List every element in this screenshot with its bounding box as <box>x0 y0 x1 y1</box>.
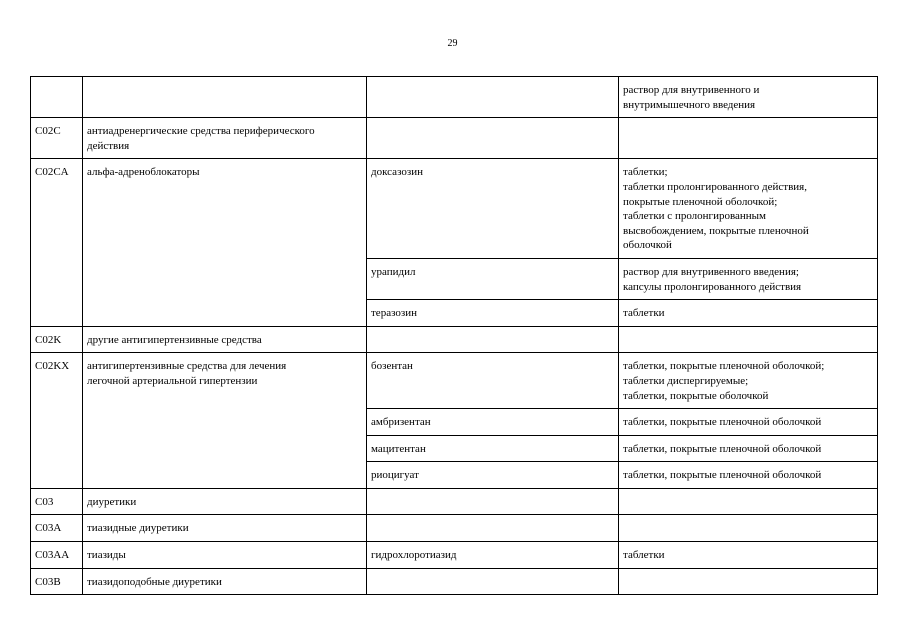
table-row <box>31 515 878 542</box>
drug-name-cell <box>367 488 619 515</box>
drug-name-cell: урапидил <box>367 258 619 299</box>
dosage-form-cell <box>619 409 878 436</box>
dosage-form-cell <box>619 353 878 409</box>
atc-code-cell: C02C <box>31 118 83 159</box>
dosage-form-cell <box>619 542 878 569</box>
table-row <box>31 353 878 409</box>
drug-name-cell: гидрохлоротиазид <box>367 542 619 569</box>
group-name-line: антиадренергические средства периферического <box>87 125 315 138</box>
group-name-cell <box>83 77 367 118</box>
group-name-cell <box>83 488 367 515</box>
table-row <box>31 568 878 595</box>
drug-name-cell <box>367 568 619 595</box>
dosage-form-line: таблетки, покрытые пленочной оболочкой <box>623 442 822 455</box>
dosage-form-line: таблетки пролонгированного действия, <box>623 180 807 193</box>
group-name-cell <box>83 159 367 326</box>
dosage-form-line: таблетки с пролонгированным <box>623 210 767 223</box>
dosage-form-cell <box>619 515 878 542</box>
dosage-form-line: таблетки, покрытые пленочной оболочкой; <box>623 360 825 373</box>
group-name-cell <box>83 326 367 353</box>
group-name-line: диуретики <box>87 495 137 508</box>
group-name-line: действия <box>87 139 130 152</box>
atc-code-cell: C03AA <box>31 542 83 569</box>
drug-name-cell: мацитентан <box>367 435 619 462</box>
dosage-form-line: раствор для внутривенного введения; <box>623 265 799 278</box>
table-row <box>31 118 878 159</box>
group-name-line: альфа-адреноблокаторы <box>87 166 200 179</box>
table-row <box>31 542 878 569</box>
page-number: 29 <box>447 38 458 49</box>
dosage-form-line: оболочкой <box>623 239 672 252</box>
drug-name-cell: доксазозин <box>367 159 619 259</box>
group-name-line: антигипертензивные средства для лечения <box>87 360 287 373</box>
drug-name-cell <box>367 77 619 118</box>
table-row <box>31 488 878 515</box>
drug-name-cell: амбризентан <box>367 409 619 436</box>
dosage-form-line: внутримышечного введения <box>623 98 756 111</box>
group-name-line: тиазидоподобные диуретики <box>87 575 222 588</box>
table-row <box>31 326 878 353</box>
group-name-cell <box>83 515 367 542</box>
atc-code-cell: C03B <box>31 568 83 595</box>
drug-name-cell: риоцигуат <box>367 462 619 489</box>
dosage-form-line: раствор для внутривенного и <box>623 84 760 96</box>
atc-code-cell: C03 <box>31 488 83 515</box>
dosage-form-cell <box>619 300 878 327</box>
dosage-form-line: таблетки <box>623 307 665 320</box>
dosage-form-line: таблетки; <box>623 166 668 179</box>
dosage-form-line: таблетки, покрытые оболочкой <box>623 389 769 402</box>
group-name-cell <box>83 542 367 569</box>
dosage-form-cell <box>619 159 878 259</box>
dosage-form-line: высвобождением, покрытые пленочной <box>623 224 809 237</box>
dosage-form-line: таблетки, покрытые пленочной оболочкой <box>623 469 822 482</box>
dosage-form-line: капсулы пролонгированного действия <box>623 280 802 293</box>
dosage-form-cell <box>619 488 878 515</box>
group-name-cell <box>83 568 367 595</box>
atc-code-cell: C02CA <box>31 159 83 326</box>
atc-code-cell: C03A <box>31 515 83 542</box>
drug-name-cell <box>367 515 619 542</box>
dosage-form-cell <box>619 435 878 462</box>
group-name-cell <box>83 353 367 489</box>
atc-code-cell <box>31 77 83 118</box>
dosage-form-line: покрытые пленочной оболочкой; <box>623 195 778 208</box>
group-name-cell <box>83 118 367 159</box>
drug-name-cell <box>367 326 619 353</box>
dosage-form-line: таблетки диспергируемые; <box>623 374 749 387</box>
drug-name-cell <box>367 118 619 159</box>
atc-code-cell: C02KX <box>31 353 83 489</box>
drug-table <box>30 76 878 595</box>
group-name-line: тиазидные диуретики <box>87 522 189 535</box>
dosage-form-line: таблетки, покрытые пленочной оболочкой <box>623 416 822 429</box>
group-name-line: другие антигипертензивные средства <box>87 333 262 346</box>
group-name-line: легочной артериальной гипертензии <box>87 374 258 387</box>
atc-code-cell: C02K <box>31 326 83 353</box>
dosage-form-cell <box>619 118 878 159</box>
dosage-form-cell <box>619 326 878 353</box>
drug-name-cell: бозентан <box>367 353 619 409</box>
table-row <box>31 77 878 118</box>
dosage-form-line: таблетки <box>623 549 665 562</box>
drug-name-cell: теразозин <box>367 300 619 327</box>
group-name-line: тиазиды <box>87 549 126 562</box>
table-row <box>31 159 878 259</box>
dosage-form-cell <box>619 77 878 118</box>
dosage-form-cell <box>619 258 878 299</box>
dosage-form-cell <box>619 568 878 595</box>
dosage-form-cell <box>619 462 878 489</box>
